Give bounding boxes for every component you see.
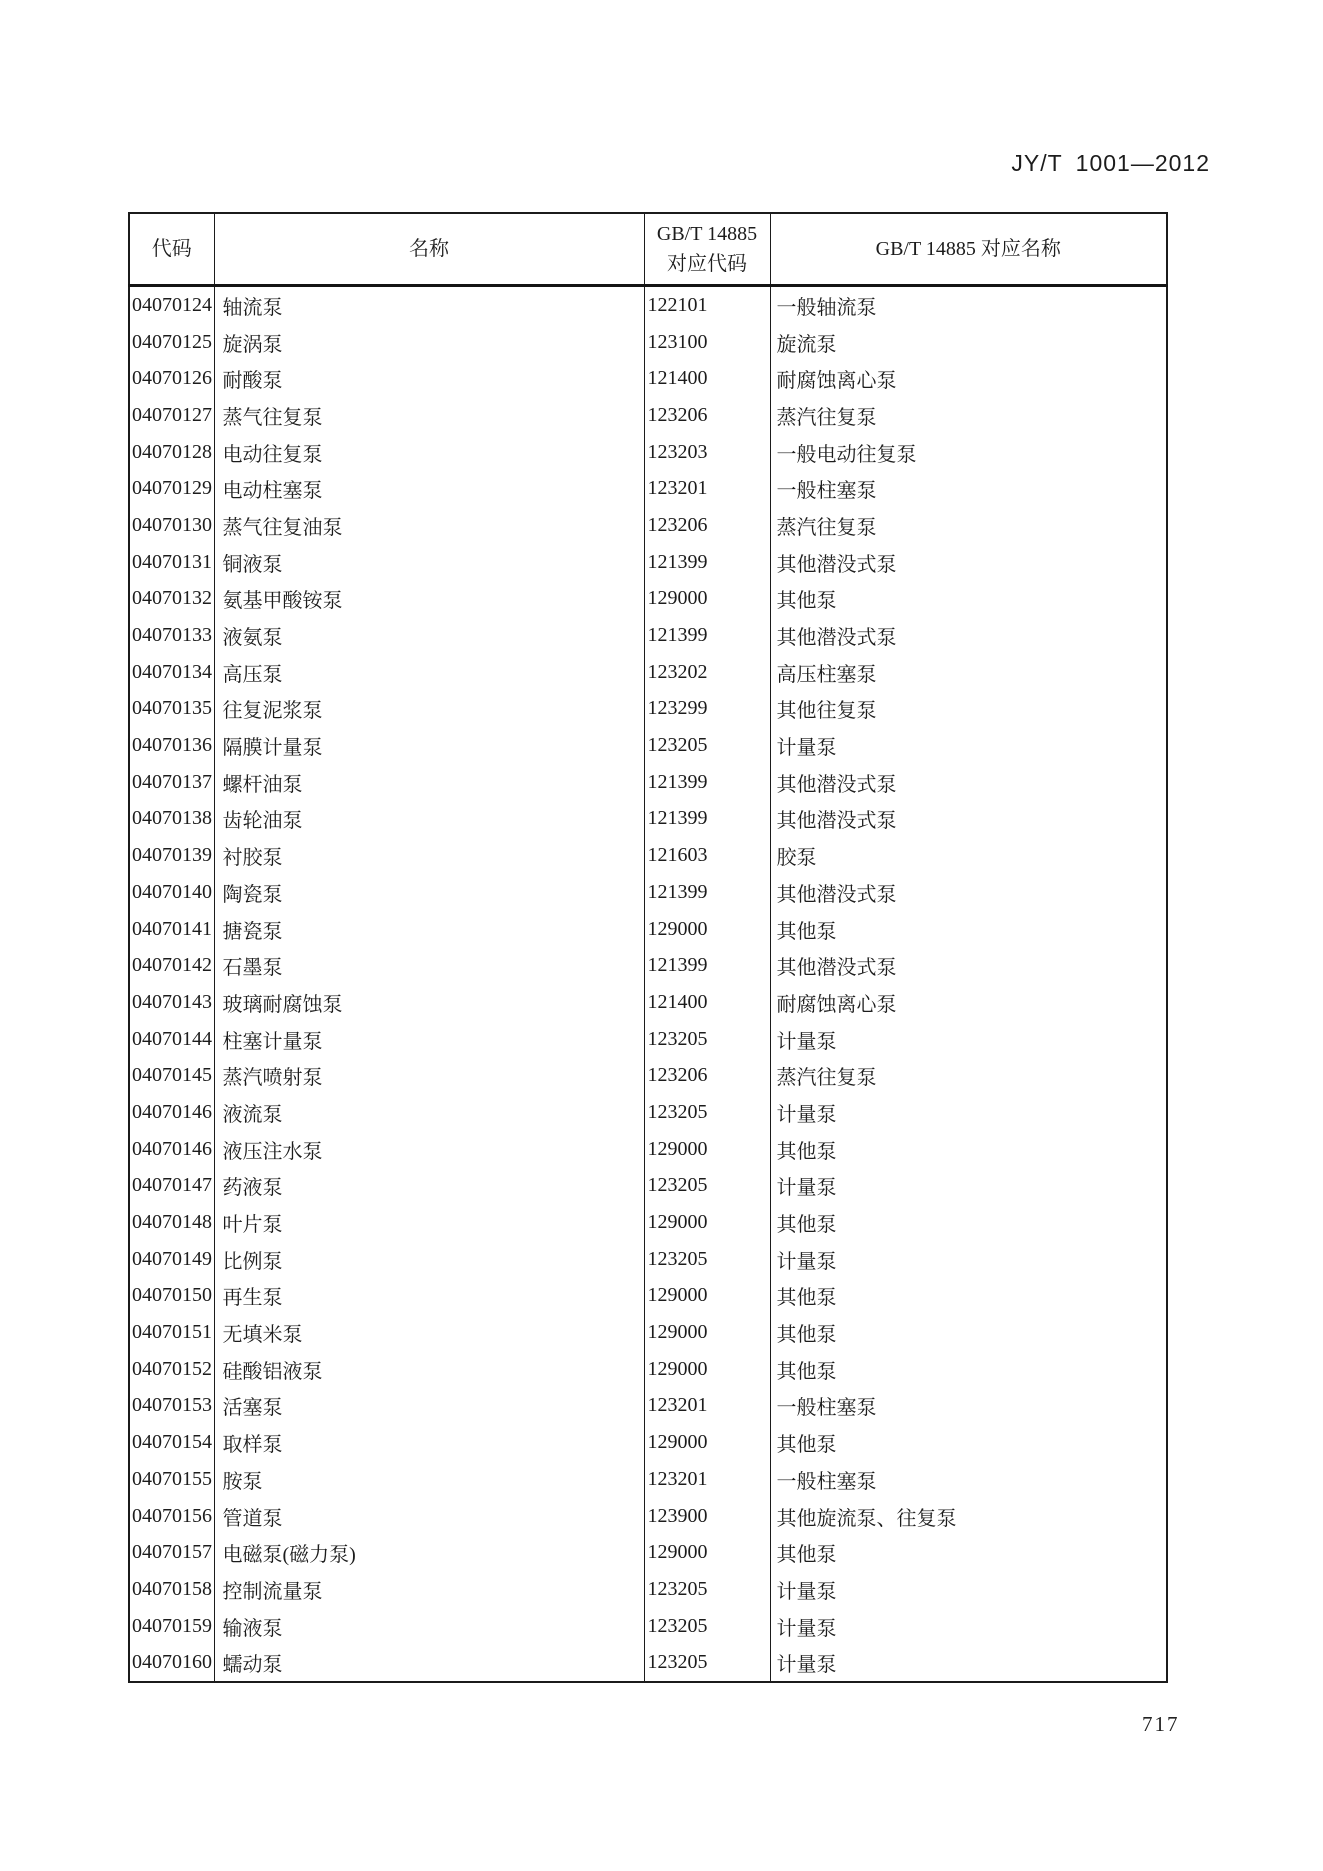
code-cell: 04070127 xyxy=(132,403,212,426)
name-cell: 耐酸泵 xyxy=(214,360,644,397)
name-cell: 输液泵 xyxy=(214,1608,644,1645)
table-row xyxy=(129,911,1167,948)
gb-code-cell: 123202 xyxy=(644,654,770,691)
gb-name-cell: 耐腐蚀离心泵 xyxy=(770,984,1167,1021)
gb-name-cell: 蒸汽往复泵 xyxy=(770,507,1167,544)
name-cell: 活塞泵 xyxy=(214,1388,644,1425)
name-cell: 隔膜计量泵 xyxy=(214,727,644,764)
name-cell: 管道泵 xyxy=(214,1498,644,1535)
name-cell: 比例泵 xyxy=(214,1241,644,1278)
code-cell: 04070128 xyxy=(132,440,212,463)
code-cell: 04070145 xyxy=(132,1064,212,1087)
name-cell: 螺杆油泵 xyxy=(214,764,644,801)
table-row xyxy=(129,1351,1167,1388)
gb-name-cell: 其他泵 xyxy=(770,911,1167,948)
gb-code-cell: 121603 xyxy=(644,837,770,874)
header-gb-code-line2: 对应代码 xyxy=(667,253,747,275)
gb-name-cell: 旋流泵 xyxy=(770,324,1167,361)
table-row xyxy=(129,581,1167,618)
header-gb-code-line1: GB/T 14885 xyxy=(656,223,758,245)
table-row xyxy=(129,837,1167,874)
code-cell: 04070147 xyxy=(132,1174,212,1197)
gb-name-cell: 其他泵 xyxy=(770,1278,1167,1315)
code-cell: 04070144 xyxy=(132,1027,212,1050)
code-cell: 04070148 xyxy=(132,1211,212,1234)
name-cell: 石墨泵 xyxy=(214,947,644,984)
gb-code-cell: 123205 xyxy=(644,1021,770,1058)
gb-name-cell: 计量泵 xyxy=(770,1094,1167,1131)
gb-name-cell: 其他泵 xyxy=(770,581,1167,618)
table-row xyxy=(129,1278,1167,1315)
gb-name-cell: 其他潜没式泵 xyxy=(770,617,1167,654)
gb-code-cell: 129000 xyxy=(644,1278,770,1315)
name-cell: 叶片泵 xyxy=(214,1204,644,1241)
name-cell: 陶瓷泵 xyxy=(214,874,644,911)
gb-name-cell: 一般轴流泵 xyxy=(770,286,1167,324)
code-cell: 04070146 xyxy=(132,1137,212,1160)
gb-code-cell: 123205 xyxy=(644,1571,770,1608)
gb-code-cell: 121399 xyxy=(644,544,770,581)
gb-name-cell: 胶泵 xyxy=(770,837,1167,874)
gb-name-cell: 其他泵 xyxy=(770,1131,1167,1168)
gb-name-cell: 其他潜没式泵 xyxy=(770,874,1167,911)
name-cell: 硅酸铝液泵 xyxy=(214,1351,644,1388)
gb-code-cell: 123203 xyxy=(644,434,770,471)
gb-name-cell: 计量泵 xyxy=(770,727,1167,764)
name-cell: 蒸气往复油泵 xyxy=(214,507,644,544)
header-code: 代码 xyxy=(129,213,214,286)
table-row xyxy=(129,654,1167,691)
name-cell: 高压泵 xyxy=(214,654,644,691)
name-cell: 控制流量泵 xyxy=(214,1571,644,1608)
document-standard-code: JY/T 1001—2012 xyxy=(1011,150,1210,176)
gb-code-cell: 121400 xyxy=(644,360,770,397)
table-row xyxy=(129,286,1167,324)
gb-name-cell: 其他泵 xyxy=(770,1424,1167,1461)
table-body xyxy=(129,286,1167,1683)
code-cell: 04070129 xyxy=(132,477,212,500)
gb-name-cell: 计量泵 xyxy=(770,1021,1167,1058)
gb-code-cell: 123201 xyxy=(644,1388,770,1425)
table-row xyxy=(129,1498,1167,1535)
table-row xyxy=(129,1534,1167,1571)
name-cell: 衬胶泵 xyxy=(214,837,644,874)
name-cell: 蠕动泵 xyxy=(214,1644,644,1682)
code-cell: 04070151 xyxy=(132,1321,212,1344)
table-row xyxy=(129,691,1167,728)
name-cell: 往复泥浆泵 xyxy=(214,691,644,728)
gb-code-cell: 122101 xyxy=(644,286,770,324)
gb-code-cell: 129000 xyxy=(644,1534,770,1571)
name-cell: 药液泵 xyxy=(214,1168,644,1205)
table-row xyxy=(129,324,1167,361)
gb-code-cell: 123205 xyxy=(644,1168,770,1205)
gb-code-cell: 123201 xyxy=(644,470,770,507)
gb-name-cell: 其他泵 xyxy=(770,1204,1167,1241)
gb-name-cell: 计量泵 xyxy=(770,1168,1167,1205)
name-cell: 取样泵 xyxy=(214,1424,644,1461)
table-row xyxy=(129,1204,1167,1241)
code-cell: 04070154 xyxy=(132,1431,212,1454)
code-cell: 04070160 xyxy=(132,1651,212,1674)
code-cell: 04070158 xyxy=(132,1577,212,1600)
gb-code-cell: 123205 xyxy=(644,1094,770,1131)
table-row xyxy=(129,984,1167,1021)
gb-name-cell: 计量泵 xyxy=(770,1644,1167,1682)
table-row xyxy=(129,1644,1167,1682)
gb-code-cell: 121399 xyxy=(644,764,770,801)
table-row xyxy=(129,1057,1167,1094)
code-cell: 04070126 xyxy=(132,367,212,390)
gb-code-cell: 121399 xyxy=(644,874,770,911)
table-row xyxy=(129,544,1167,581)
gb-name-cell: 其他旋流泵、往复泵 xyxy=(770,1498,1167,1535)
gb-code-cell: 123205 xyxy=(644,1644,770,1682)
gb-name-cell: 一般柱塞泵 xyxy=(770,1461,1167,1498)
table-row xyxy=(129,617,1167,654)
code-cell: 04070155 xyxy=(132,1467,212,1490)
gb-code-cell: 129000 xyxy=(644,581,770,618)
code-mapping-table-container xyxy=(128,212,1166,1683)
table-row xyxy=(129,1314,1167,1351)
code-cell: 04070159 xyxy=(132,1614,212,1637)
gb-code-cell: 121399 xyxy=(644,801,770,838)
gb-name-cell: 蒸汽往复泵 xyxy=(770,397,1167,434)
gb-code-cell: 123299 xyxy=(644,691,770,728)
code-cell: 04070131 xyxy=(132,550,212,573)
code-cell: 04070132 xyxy=(132,587,212,610)
table-header-row xyxy=(129,213,1167,286)
gb-code-cell: 123205 xyxy=(644,1608,770,1645)
table-row xyxy=(129,1021,1167,1058)
code-cell: 04070142 xyxy=(132,954,212,977)
table-row xyxy=(129,764,1167,801)
gb-code-cell: 123205 xyxy=(644,1241,770,1278)
code-cell: 04070133 xyxy=(132,624,212,647)
gb-name-cell: 计量泵 xyxy=(770,1608,1167,1645)
code-cell: 04070143 xyxy=(132,990,212,1013)
name-cell: 电磁泵(磁力泵) xyxy=(214,1534,644,1571)
gb-name-cell: 高压柱塞泵 xyxy=(770,654,1167,691)
name-cell: 液氨泵 xyxy=(214,617,644,654)
name-cell: 搪瓷泵 xyxy=(214,911,644,948)
table-row xyxy=(129,1168,1167,1205)
gb-name-cell: 计量泵 xyxy=(770,1571,1167,1608)
gb-code-cell: 123900 xyxy=(644,1498,770,1535)
gb-name-cell: 一般柱塞泵 xyxy=(770,470,1167,507)
gb-code-cell: 123206 xyxy=(644,397,770,434)
gb-code-cell: 129000 xyxy=(644,1351,770,1388)
name-cell: 铜液泵 xyxy=(214,544,644,581)
code-cell: 04070135 xyxy=(132,697,212,720)
gb-name-cell: 一般电动往复泵 xyxy=(770,434,1167,471)
code-mapping-table xyxy=(128,212,1168,1683)
gb-code-cell: 121399 xyxy=(644,947,770,984)
table-row xyxy=(129,1461,1167,1498)
gb-code-cell: 129000 xyxy=(644,1131,770,1168)
gb-name-cell: 其他潜没式泵 xyxy=(770,764,1167,801)
code-cell: 04070124 xyxy=(132,293,212,316)
gb-code-cell: 123206 xyxy=(644,1057,770,1094)
code-cell: 04070139 xyxy=(132,844,212,867)
gb-name-cell: 其他往复泵 xyxy=(770,691,1167,728)
code-cell: 04070130 xyxy=(132,513,212,536)
gb-code-cell: 129000 xyxy=(644,1204,770,1241)
table-row xyxy=(129,727,1167,764)
header-gb-code xyxy=(644,213,770,286)
code-cell: 04070157 xyxy=(132,1541,212,1564)
gb-name-cell: 其他泵 xyxy=(770,1314,1167,1351)
gb-name-cell: 其他潜没式泵 xyxy=(770,544,1167,581)
table-row xyxy=(129,1424,1167,1461)
table-row xyxy=(129,1388,1167,1425)
gb-code-cell: 129000 xyxy=(644,1314,770,1351)
name-cell: 电动柱塞泵 xyxy=(214,470,644,507)
name-cell: 液流泵 xyxy=(214,1094,644,1131)
table-header xyxy=(129,213,1167,286)
gb-code-cell: 123201 xyxy=(644,1461,770,1498)
code-cell: 04070149 xyxy=(132,1247,212,1270)
table-row xyxy=(129,470,1167,507)
code-cell: 04070156 xyxy=(132,1504,212,1527)
page-number: 717 xyxy=(1142,1712,1180,1736)
table-row xyxy=(129,1608,1167,1645)
table-row xyxy=(129,1241,1167,1278)
name-cell: 轴流泵 xyxy=(214,286,644,324)
name-cell: 氨基甲酸铵泵 xyxy=(214,581,644,618)
name-cell: 蒸汽喷射泵 xyxy=(214,1057,644,1094)
table-row xyxy=(129,397,1167,434)
name-cell: 齿轮油泵 xyxy=(214,801,644,838)
gb-name-cell: 其他潜没式泵 xyxy=(770,947,1167,984)
name-cell: 胺泵 xyxy=(214,1461,644,1498)
code-cell: 04070125 xyxy=(132,330,212,353)
gb-name-cell: 耐腐蚀离心泵 xyxy=(770,360,1167,397)
gb-name-cell: 其他泵 xyxy=(770,1351,1167,1388)
code-cell: 04070141 xyxy=(132,917,212,940)
gb-name-cell: 蒸汽往复泵 xyxy=(770,1057,1167,1094)
code-cell: 04070140 xyxy=(132,880,212,903)
name-cell: 旋涡泵 xyxy=(214,324,644,361)
code-cell: 04070138 xyxy=(132,807,212,830)
table-row xyxy=(129,1571,1167,1608)
gb-name-cell: 其他泵 xyxy=(770,1534,1167,1571)
code-cell: 04070136 xyxy=(132,734,212,757)
gb-name-cell: 计量泵 xyxy=(770,1241,1167,1278)
name-cell: 再生泵 xyxy=(214,1278,644,1315)
code-cell: 04070134 xyxy=(132,660,212,683)
gb-code-cell: 121399 xyxy=(644,617,770,654)
header-name: 名称 xyxy=(214,213,644,286)
name-cell: 液压注水泵 xyxy=(214,1131,644,1168)
gb-code-cell: 123205 xyxy=(644,727,770,764)
table-row xyxy=(129,360,1167,397)
name-cell: 柱塞计量泵 xyxy=(214,1021,644,1058)
gb-name-cell: 其他潜没式泵 xyxy=(770,801,1167,838)
table-row xyxy=(129,1131,1167,1168)
gb-code-cell: 129000 xyxy=(644,1424,770,1461)
gb-name-cell: 一般柱塞泵 xyxy=(770,1388,1167,1425)
gb-code-cell: 121400 xyxy=(644,984,770,1021)
table-row xyxy=(129,801,1167,838)
gb-code-cell: 123100 xyxy=(644,324,770,361)
code-cell: 04070146 xyxy=(132,1100,212,1123)
table-row xyxy=(129,874,1167,911)
name-cell: 玻璃耐腐蚀泵 xyxy=(214,984,644,1021)
name-cell: 电动往复泵 xyxy=(214,434,644,471)
name-cell: 无填米泵 xyxy=(214,1314,644,1351)
table-row xyxy=(129,947,1167,984)
code-cell: 04070150 xyxy=(132,1284,212,1307)
table-row xyxy=(129,507,1167,544)
gb-code-cell: 129000 xyxy=(644,911,770,948)
name-cell: 蒸气往复泵 xyxy=(214,397,644,434)
gb-code-cell: 123206 xyxy=(644,507,770,544)
code-cell: 04070152 xyxy=(132,1357,212,1380)
code-cell: 04070137 xyxy=(132,770,212,793)
table-row xyxy=(129,434,1167,471)
table-row xyxy=(129,1094,1167,1131)
header-gb-name: GB/T 14885 对应名称 xyxy=(770,213,1167,286)
code-cell: 04070153 xyxy=(132,1394,212,1417)
